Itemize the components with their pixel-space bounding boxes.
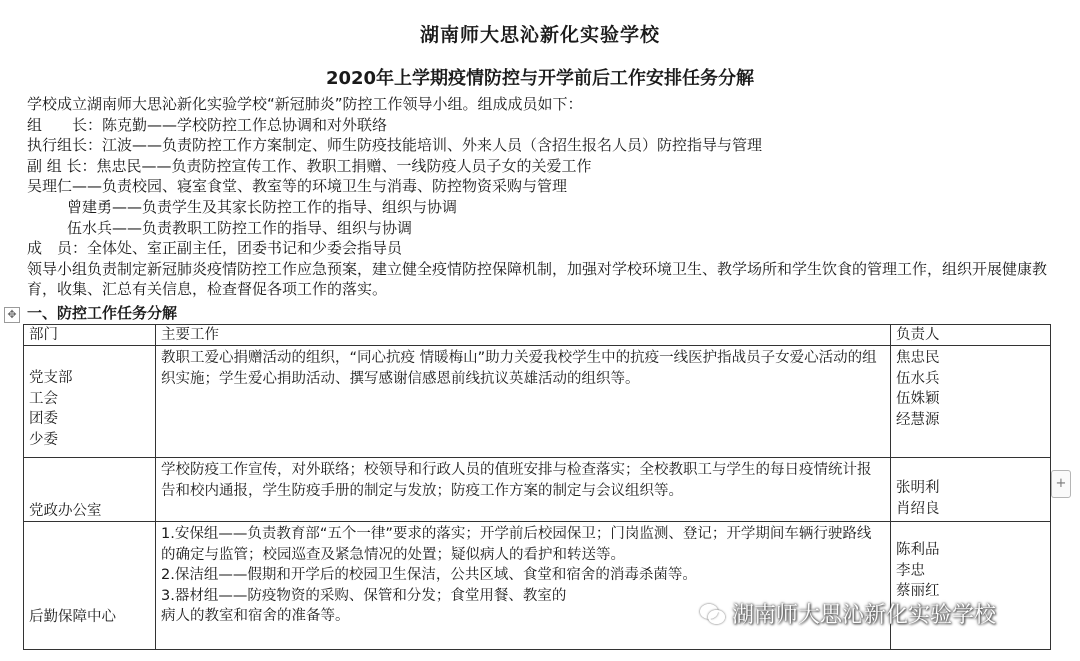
intro-line-deputy-2: 吴理仁——负责校园、寝室食堂、教室等的环境卫生与消毒、防控物资采购与管理 [27,177,568,196]
intro-line-deputy-3: 曾建勇——负责学生及其家长防控工作的指导、组织与协调 [67,197,458,216]
intro-line-deputy-leader: 副 组 长：焦忠民——负责防控宣传工作、教职工捐赠、一线防疫人员子女的关爱工作 [27,156,592,175]
intro-text [27,94,1057,300]
owner-cell [891,522,1051,650]
intro-line-responsibility: 领导小组负责制定新冠肺炎疫情防控工作应急预案，建立健全疫情防控保障机制，加强对学校环境卫生、教学场所和学生饮食的管理工作，组织开展健康教育，收集、汇总有关信息，检查督促各项工作的落实。 [27,259,1048,299]
department-name: 团委 [29,411,58,427]
owner-cell [891,458,1051,522]
intro-line-leader: 组 长：陈克勤——学校防控工作总协调和对外联络 [27,115,388,134]
department-cell [24,346,156,458]
intro-line-members: 成 员：全体处、室正副主任，团委书记和少委会指导员 [27,239,403,258]
work-cell [156,522,891,650]
owner-name: 经慧源 [896,411,940,428]
work-text: 教职工爱心捐赠活动的组织，“同心抗疫 情暖梅山”助力关爱我校学生中的抗疫一线医护指战员子女爱心活动的组织实施；学生爱心捐助活动、撰写感谢信感恩前线抗议英雄活动的组织等。 [161,350,877,387]
school-name: 湖南师大思沁新化实验学校 [419,24,660,46]
intro-line: 学校成立湖南师大思沁新化实验学校“新冠肺炎”防控工作领导小组。组成成员如下： [27,95,583,113]
department-cell [24,458,156,522]
department-name: 党政办公室 [29,502,102,519]
work-text: 1.安保组——负责教育部“五个一律”要求的落实；开学前后校园保卫；门岗监测、登记；开学期间车辆行驶路线的确定与监管；校园巡查及紧急情况的处置；疑似病人的看护和转送等。 [161,526,872,563]
owner-name: 张明利 [896,480,940,496]
work-cell [156,346,891,458]
document-title: 2020年上学期疫情防控与开学前后工作安排任务分解 [325,68,755,89]
table-row [24,346,1051,458]
owner-cell [891,346,1051,458]
owner-name: 焦忠民 [896,350,940,366]
table-row [24,522,1051,650]
table-move-handle-icon[interactable]: ✥ [4,307,20,323]
owner-name: 蔡丽红 [896,583,940,599]
department-name: 少委 [29,431,58,448]
table-row [24,458,1051,522]
watermark-text: 湖南师大思沁新化实验学校 [732,602,997,628]
owner-name: 伍水兵 [896,370,940,387]
department-cell [24,522,156,650]
owner-name: 陈利品 [896,542,940,558]
work-text: 学校防疫工作宣传，对外联络；校领导和行政人员的值班安排与检查落实；全校教职工与学生的每日疫情统计报告和校内通报，学生防疫手册的制定与发放；防疫工作方案的制定与会议组织等。 [161,462,872,499]
section-heading: 一、防控工作任务分解 [27,304,178,322]
watermark [700,596,996,630]
intro-line-executive-leader: 执行组长：江波——负责防控工作方案制定、师生防疫技能培训、外来人员（含招生报名人员）防控指导与管理 [27,136,763,155]
intro-line-deputy-4: 伍水兵——负责教职工防控工作的指导、组织与协调 [67,218,413,237]
table-header-row [24,325,1051,346]
work-text: 病人的教室和宿舍的准备等。 [161,608,350,624]
work-text: 3.器材组——防疫物资的采购、保管和分发；食堂用餐、教室的 [161,587,567,604]
owner-name: 伍姝颖 [896,391,940,407]
header-owner: 负责人 [891,325,1051,346]
owner-name: 李忠 [896,562,925,579]
header-department: 部门 [24,325,156,346]
work-cell [156,458,891,522]
add-row-plus-icon[interactable]: + [1051,470,1071,498]
department-name: 党支部 [29,370,73,386]
work-text: 2.保洁组——假期和开学后的校园卫生保洁，公共区域、食堂和宿舍的消毒杀菌等。 [161,567,697,583]
department-name: 工会 [29,390,58,407]
wechat-icon [700,602,724,624]
department-name: 后勤保障中心 [29,608,116,625]
owner-name: 肖绍良 [896,500,940,517]
header-main-work: 主要工作 [156,325,891,346]
